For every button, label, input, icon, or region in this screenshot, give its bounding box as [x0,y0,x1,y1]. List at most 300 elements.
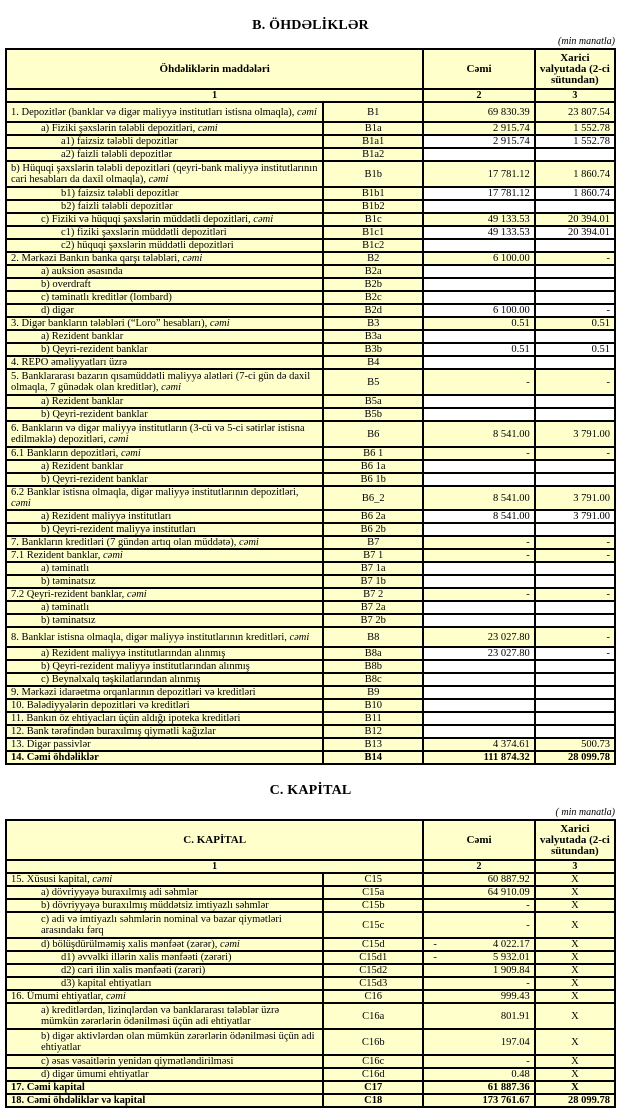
item-label-cell [6,562,323,575]
foreign-value-cell: - [535,549,615,562]
foreign-value-cell: 500.73 [535,738,615,751]
total-value: 5 932.01 [492,952,530,963]
total-value-cell [423,523,534,536]
item-label-cell [6,304,323,317]
foreign-value-cell: - [535,536,615,549]
table-row [6,330,615,343]
item-label: 8. Banklar istisna olmaqla, digər maliyyə institutlarının kreditləri, [11,631,290,643]
foreign-value-cell: X [535,1055,615,1068]
item-label-cell [6,200,323,213]
foreign-value-cell [535,408,615,421]
item-label: c2) hüquqi şəxslərin müddətli depozitləri [61,240,234,251]
row-code-cell: B1b [323,161,423,187]
foreign-value-cell: X [535,990,615,1003]
table-row [6,510,615,523]
item-label-cell [6,977,323,990]
item-label-cell [6,938,323,951]
item-label-cell [6,343,323,356]
item-label: 7. Bankların kreditləri (7 gündən artıq olan müddətə), [11,537,240,548]
total-value-cell: 999.43 [423,990,534,1003]
item-label-cell [6,460,323,473]
item-label-cell [6,990,323,1003]
table-row [6,1003,615,1029]
row-code-cell: B2 [323,252,423,265]
row-code-cell: B4 [323,356,423,369]
column-number-1: 1 [6,89,423,102]
total-value-cell [423,395,534,408]
item-label-cell [6,369,323,395]
table-row [6,421,615,447]
table-row [6,751,615,764]
item-label-cell [6,588,323,601]
row-code-cell: B7 1a [323,562,423,575]
table-row [6,990,615,1003]
table-row [6,278,615,291]
total-value-cell [423,660,534,673]
row-code-cell: B1c [323,213,423,226]
total-value-cell: 111 874.32 [423,751,534,764]
item-label-cell [6,510,323,523]
item-label: c) Fiziki və hüquqi şəxslərin müddətli depozitləri, [41,214,254,225]
foreign-value-cell [535,460,615,473]
item-label: c) təminatlı kreditlər (lombard) [41,292,172,303]
total-value-cell: 23 027.80 [423,627,534,647]
table-row [6,226,615,239]
total-value-cell: 69 830.39 [423,102,534,122]
item-label: b) təminatsız [41,576,96,587]
item-label: 10. Bələdiyyələrin depozitləri və kreditləri [11,700,190,711]
item-label-cell [6,601,323,614]
item-label-cell [6,523,323,536]
foreign-value-cell [535,686,615,699]
item-label-cell [6,964,323,977]
item-label: c) adi və imtiyazlı səhmlərin nominal və bazar qiymətləri arasındakı fərq [41,914,282,936]
item-label-italic-suffix: cəmi [182,253,203,264]
total-value-cell [423,330,534,343]
foreign-value-cell [535,395,615,408]
table-row [6,304,615,317]
item-label-cell [6,213,323,226]
item-label: 6.2 Banklar istisna olmaqla, digər maliyyə institutlarının depozitləri, [11,487,299,498]
row-code-cell: B8c [323,673,423,686]
item-label: b) Qeyri-rezident banklar [41,474,148,485]
table-row [6,562,615,575]
foreign-value-cell: X [535,1029,615,1055]
item-label-cell [6,536,323,549]
foreign-value-cell: 1 860.74 [535,161,615,187]
foreign-value-cell: 1 552.78 [535,122,615,135]
table-row [6,1068,615,1081]
row-code-cell: B1b1 [323,187,423,200]
item-label: b1) faizsiz tələbli depozitlər [61,188,179,199]
item-label-italic-suffix: cəmi [92,874,113,885]
item-label: b) təminatsız [41,615,96,626]
item-label: 5. Banklararası bazarın qısamüddətli maliyyə alətləri (7-ci gün də daxil olmaqla, 7 günədək olan kreditlər), [11,371,311,393]
row-code-cell: B2d [323,304,423,317]
row-code-cell: B13 [323,738,423,751]
table-row [6,395,615,408]
total-value-cell: 23 027.80 [423,647,534,660]
total-value-cell: 0.48 [423,1068,534,1081]
item-label-cell [6,575,323,588]
liabilities-section [5,18,616,765]
total-value-cell: 17 781.12 [423,187,534,200]
item-label-cell [6,330,323,343]
item-label: a) Rezident banklar [41,396,124,407]
row-code-cell: B8a [323,647,423,660]
item-label-italic-suffix: cəmi [253,214,274,225]
foreign-value-cell: 20 394.01 [535,213,615,226]
item-label: d) bölüşdürülməmiş xalis mənfəət (zərər), [41,939,221,950]
foreign-value-cell [535,562,615,575]
item-label-cell [6,686,323,699]
total-value-cell: 8 541.00 [423,486,534,510]
total-value-cell [423,951,534,964]
total-value-cell: 8 541.00 [423,421,534,447]
foreign-value-cell [535,673,615,686]
foreign-value-cell [535,614,615,627]
table-row [6,549,615,562]
table-row [6,627,615,647]
item-label-cell [6,1081,323,1094]
table-row [6,601,615,614]
item-label-cell [6,627,323,647]
foreign-value-cell: 3 791.00 [535,421,615,447]
item-label-cell [6,951,323,964]
foreign-value-cell: 20 394.01 [535,226,615,239]
foreign-value-cell: X [535,1068,615,1081]
row-code-cell: C17 [323,1081,423,1094]
table-row [6,686,615,699]
table-row [6,317,615,330]
item-label-cell [6,712,323,725]
total-value-cell: 0.51 [423,317,534,330]
item-label-italic-suffix: cəmi [239,537,259,548]
table-row [6,899,615,912]
negative-sign: - [433,939,437,950]
item-label-cell [6,356,323,369]
item-label-italic-suffix: cəmi [289,631,310,643]
column-number-2: 2 [423,860,534,873]
table-row [6,886,615,899]
column-number-row [6,860,615,873]
row-code-cell: B1 [323,102,423,122]
row-code-cell: C15d1 [323,951,423,964]
item-label: b) Qeyri-rezident maliyyə institutlarından alınmış [41,661,250,672]
row-code-cell: B9 [323,686,423,699]
table-row [6,369,615,395]
liabilities-title: B. ÖHDƏLİKLƏR [252,18,369,33]
item-label-cell [6,1029,323,1055]
liabilities-table [5,48,616,765]
row-code-cell: C16c [323,1055,423,1068]
item-label-cell [6,660,323,673]
item-label: b) Hüquqi şəxslərin tələbli depozitləri (qeyri-bank maliyyə institutlarının cari hesabları da daxil olmaqla), [11,163,318,185]
total-value-cell [423,473,534,486]
item-label-italic-suffix: cəmi [161,382,181,393]
item-label-italic-suffix: cəmi [197,123,218,134]
item-label-cell [6,673,323,686]
item-label: 2. Mərkəzi Bankın banka qarşı tələbləri, [11,253,183,264]
table-row [6,447,615,460]
row-code-cell: B1b2 [323,200,423,213]
foreign-value-cell: X [535,977,615,990]
total-value-cell: 1 909.84 [423,964,534,977]
row-code-cell: B12 [323,725,423,738]
total-value-cell: 17 781.12 [423,161,534,187]
table-row [6,873,615,886]
row-code-cell: C15a [323,886,423,899]
table-header-row [6,820,615,860]
item-label: b) digər aktivlərdən olan mümkün zərərlərin ödənilməsi üçün adi ehtiyatlar [41,1031,315,1053]
capital-table [5,819,616,1108]
item-label: a) təminatlı [41,602,90,613]
negative-sign: - [433,952,437,963]
row-code-cell: B1c1 [323,226,423,239]
foreign-value-cell [535,200,615,213]
item-label: a) dövriyyəyə buraxılmış adi səhmlər [41,887,198,898]
row-code-cell: B8b [323,660,423,673]
total-column-header: Cəmi [423,49,534,89]
row-code-cell: B6 [323,421,423,447]
table-header-row [6,49,615,89]
foreign-value-cell [535,660,615,673]
foreign-value-cell [535,291,615,304]
item-label: c) əsas vəsaitlərin yenidən qiymətləndirilməsi [41,1056,234,1067]
total-value: 4 022.17 [492,939,530,950]
table-row [6,408,615,421]
total-value-cell [423,291,534,304]
item-label: 7.1 Rezident banklar, [11,550,104,561]
total-column-header: Cəmi [423,820,534,860]
total-value-cell: 49 133.53 [423,226,534,239]
table-row [6,473,615,486]
item-label-cell [6,265,323,278]
total-value-cell: - [423,899,534,912]
row-code-cell: B5a [323,395,423,408]
row-code-cell: C15b [323,899,423,912]
item-label-italic-suffix: cəmi [297,106,317,118]
item-label-cell [6,252,323,265]
row-code-cell: B1c2 [323,239,423,252]
item-label-cell [6,912,323,938]
total-value-cell [423,699,534,712]
column-number-2: 2 [423,89,534,102]
row-code-cell: B1a1 [323,135,423,148]
row-code-cell: B6 2a [323,510,423,523]
item-label: 13. Digər passivlər [11,739,91,750]
liabilities-unit-note: (min manatla) [558,36,615,47]
item-label-cell [6,291,323,304]
total-value-cell: - [423,588,534,601]
item-label-cell [6,317,323,330]
foreign-value-cell: - [535,304,615,317]
item-label-cell [6,102,323,122]
item-label-cell [6,161,323,187]
foreign-value-cell [535,712,615,725]
item-label-cell [6,1055,323,1068]
table-row [6,977,615,990]
item-label-cell [6,899,323,912]
item-label-cell [6,278,323,291]
foreign-value-cell [535,575,615,588]
item-label-italic-suffix: cəmi [209,318,230,329]
table-row [6,536,615,549]
row-code-cell: B7 1 [323,549,423,562]
table-row [6,122,615,135]
item-label: b) Qeyri-rezident banklar [41,344,148,355]
row-code-cell: C15c [323,912,423,938]
foreign-value-cell: X [535,1081,615,1094]
item-label: a) auksion əsasında [41,266,123,277]
item-label: d) digər [41,305,74,316]
item-label: 6. Bankların və digər maliyyə institutların (3-cü və 5-ci sətirlər istisna edilməklə) depozitləri, [11,423,305,445]
item-label: b) dövriyyəyə buraxılmış müddətsiz imtiyazlı səhmlər [41,900,269,911]
column-number-3: 3 [535,89,615,102]
table-row [6,673,615,686]
total-value-cell [423,356,534,369]
foreign-value-cell: 23 807.54 [535,102,615,122]
total-value-cell [423,239,534,252]
table-row [6,148,615,161]
foreign-value-cell: - [535,588,615,601]
row-code-cell: B2a [323,265,423,278]
table-row [6,614,615,627]
row-code-cell: B1a2 [323,148,423,161]
table-row [6,1081,615,1094]
row-code-cell: B7 2a [323,601,423,614]
table-row [6,343,615,356]
item-label: 11. Bankın öz ehtiyacları üçün aldığı ipoteka kreditləri [11,713,241,724]
item-label: a) Rezident maliyyə institutları [41,511,172,522]
item-label: b) overdraft [41,279,91,290]
table-row [6,964,615,977]
row-code-cell: B5 [323,369,423,395]
item-label: d1) əvvəlki illərin xalis mənfəəti (zərəri) [61,952,232,963]
table-row [6,356,615,369]
table-row [6,938,615,951]
row-code-cell: B11 [323,712,423,725]
total-value-cell [423,460,534,473]
total-value-cell: 2 915.74 [423,122,534,135]
row-code-cell: B6 1 [323,447,423,460]
row-code-cell: C16 [323,990,423,1003]
table-row [6,575,615,588]
table-row [6,660,615,673]
item-label: b2) faizli tələbli depozitlər [61,201,173,212]
item-label: a) Rezident banklar [41,461,124,472]
item-label: d3) kapital ehtiyatları [61,978,152,989]
row-code-cell: B7 2 [323,588,423,601]
column-number-row [6,89,615,102]
foreign-value-cell: - [535,647,615,660]
row-code-cell: B3 [323,317,423,330]
foreign-value-cell [535,278,615,291]
foreign-value-cell: - [535,252,615,265]
item-label-cell [6,135,323,148]
table-row [6,135,615,148]
table-row [6,1055,615,1068]
item-label: a) Rezident banklar [41,331,124,342]
foreign-value-cell: X [535,912,615,938]
table-row [6,1029,615,1055]
item-label: b) Qeyri-rezident banklar [41,409,148,420]
item-label: 16. Ümumi ehtiyatlar, [11,991,106,1002]
item-label: a1) faizsiz tələbli depozitlər [61,136,178,147]
total-value-cell [423,562,534,575]
item-label: d) digər ümumi ehtiyatlar [41,1069,149,1080]
foreign-value-cell: 1 552.78 [535,135,615,148]
table-row [6,699,615,712]
foreign-value-cell: X [535,938,615,951]
total-value-cell: - [423,536,534,549]
item-label: c1) fiziki şəxslərin müddətli depozitləri [61,227,227,238]
row-code-cell: C15 [323,873,423,886]
item-label-italic-suffix: cəmi [126,589,147,600]
item-label-italic-suffix: cəmi [103,550,123,561]
total-value-cell: - [423,369,534,395]
foreign-value-cell: - [535,447,615,460]
items-column-header: C. KAPİTAL [6,820,423,860]
item-label: 17. Cəmi kapital [11,1082,85,1093]
total-value-cell: 64 910.09 [423,886,534,899]
item-label: 4. REPO əməliyyatları üzrə [11,357,128,368]
total-value-cell: 6 100.00 [423,252,534,265]
capital-unit-note: ( min manatla) [555,807,615,818]
item-label-cell [6,1094,323,1107]
foreign-value-cell: X [535,886,615,899]
row-code-cell: B10 [323,699,423,712]
total-value-cell: 8 541.00 [423,510,534,523]
table-row [6,252,615,265]
item-label-italic-suffix: cəmi [108,434,129,445]
table-row [6,460,615,473]
foreign-value-cell: 1 860.74 [535,187,615,200]
item-label-cell [6,699,323,712]
total-value-cell: - [423,549,534,562]
row-code-cell: C15d3 [323,977,423,990]
item-label: a) Rezident maliyyə institutlarından alınmış [41,648,226,659]
total-value-cell: - [423,1055,534,1068]
row-code-cell: C18 [323,1094,423,1107]
item-label-cell [6,725,323,738]
foreign-column-header: Xarici valyutada (2-ci sütundan) [535,49,615,89]
row-code-cell: B8 [323,627,423,647]
item-label-cell [6,1068,323,1081]
row-code-cell: C15d [323,938,423,951]
items-column-header: Öhdəliklərin maddələri [6,49,423,89]
column-number-3: 3 [535,860,615,873]
total-value-cell: 2 915.74 [423,135,534,148]
row-code-cell: C16b [323,1029,423,1055]
item-label-cell [6,647,323,660]
item-label: 7.2 Qeyri-rezident banklar, [11,589,127,600]
total-value-cell: 6 100.00 [423,304,534,317]
foreign-value-cell [535,356,615,369]
item-label-cell [6,226,323,239]
item-label: a) kreditlərdən, lizinqlərdən və banklararası tələblər üzrə mümkün zərərlərin ödənilməsi üçün adi ehtiyatlar [41,1005,280,1027]
foreign-value-cell: 3 791.00 [535,510,615,523]
total-value-cell: 49 133.53 [423,213,534,226]
row-code-cell: B7 2b [323,614,423,627]
item-label-italic-suffix: cəmi [148,174,169,185]
table-row [6,200,615,213]
row-code-cell: C15d2 [323,964,423,977]
table-row [6,102,615,122]
item-label-cell [6,1003,323,1029]
item-label-italic-suffix: cəmi [105,991,126,1002]
total-value-cell: 197.04 [423,1029,534,1055]
